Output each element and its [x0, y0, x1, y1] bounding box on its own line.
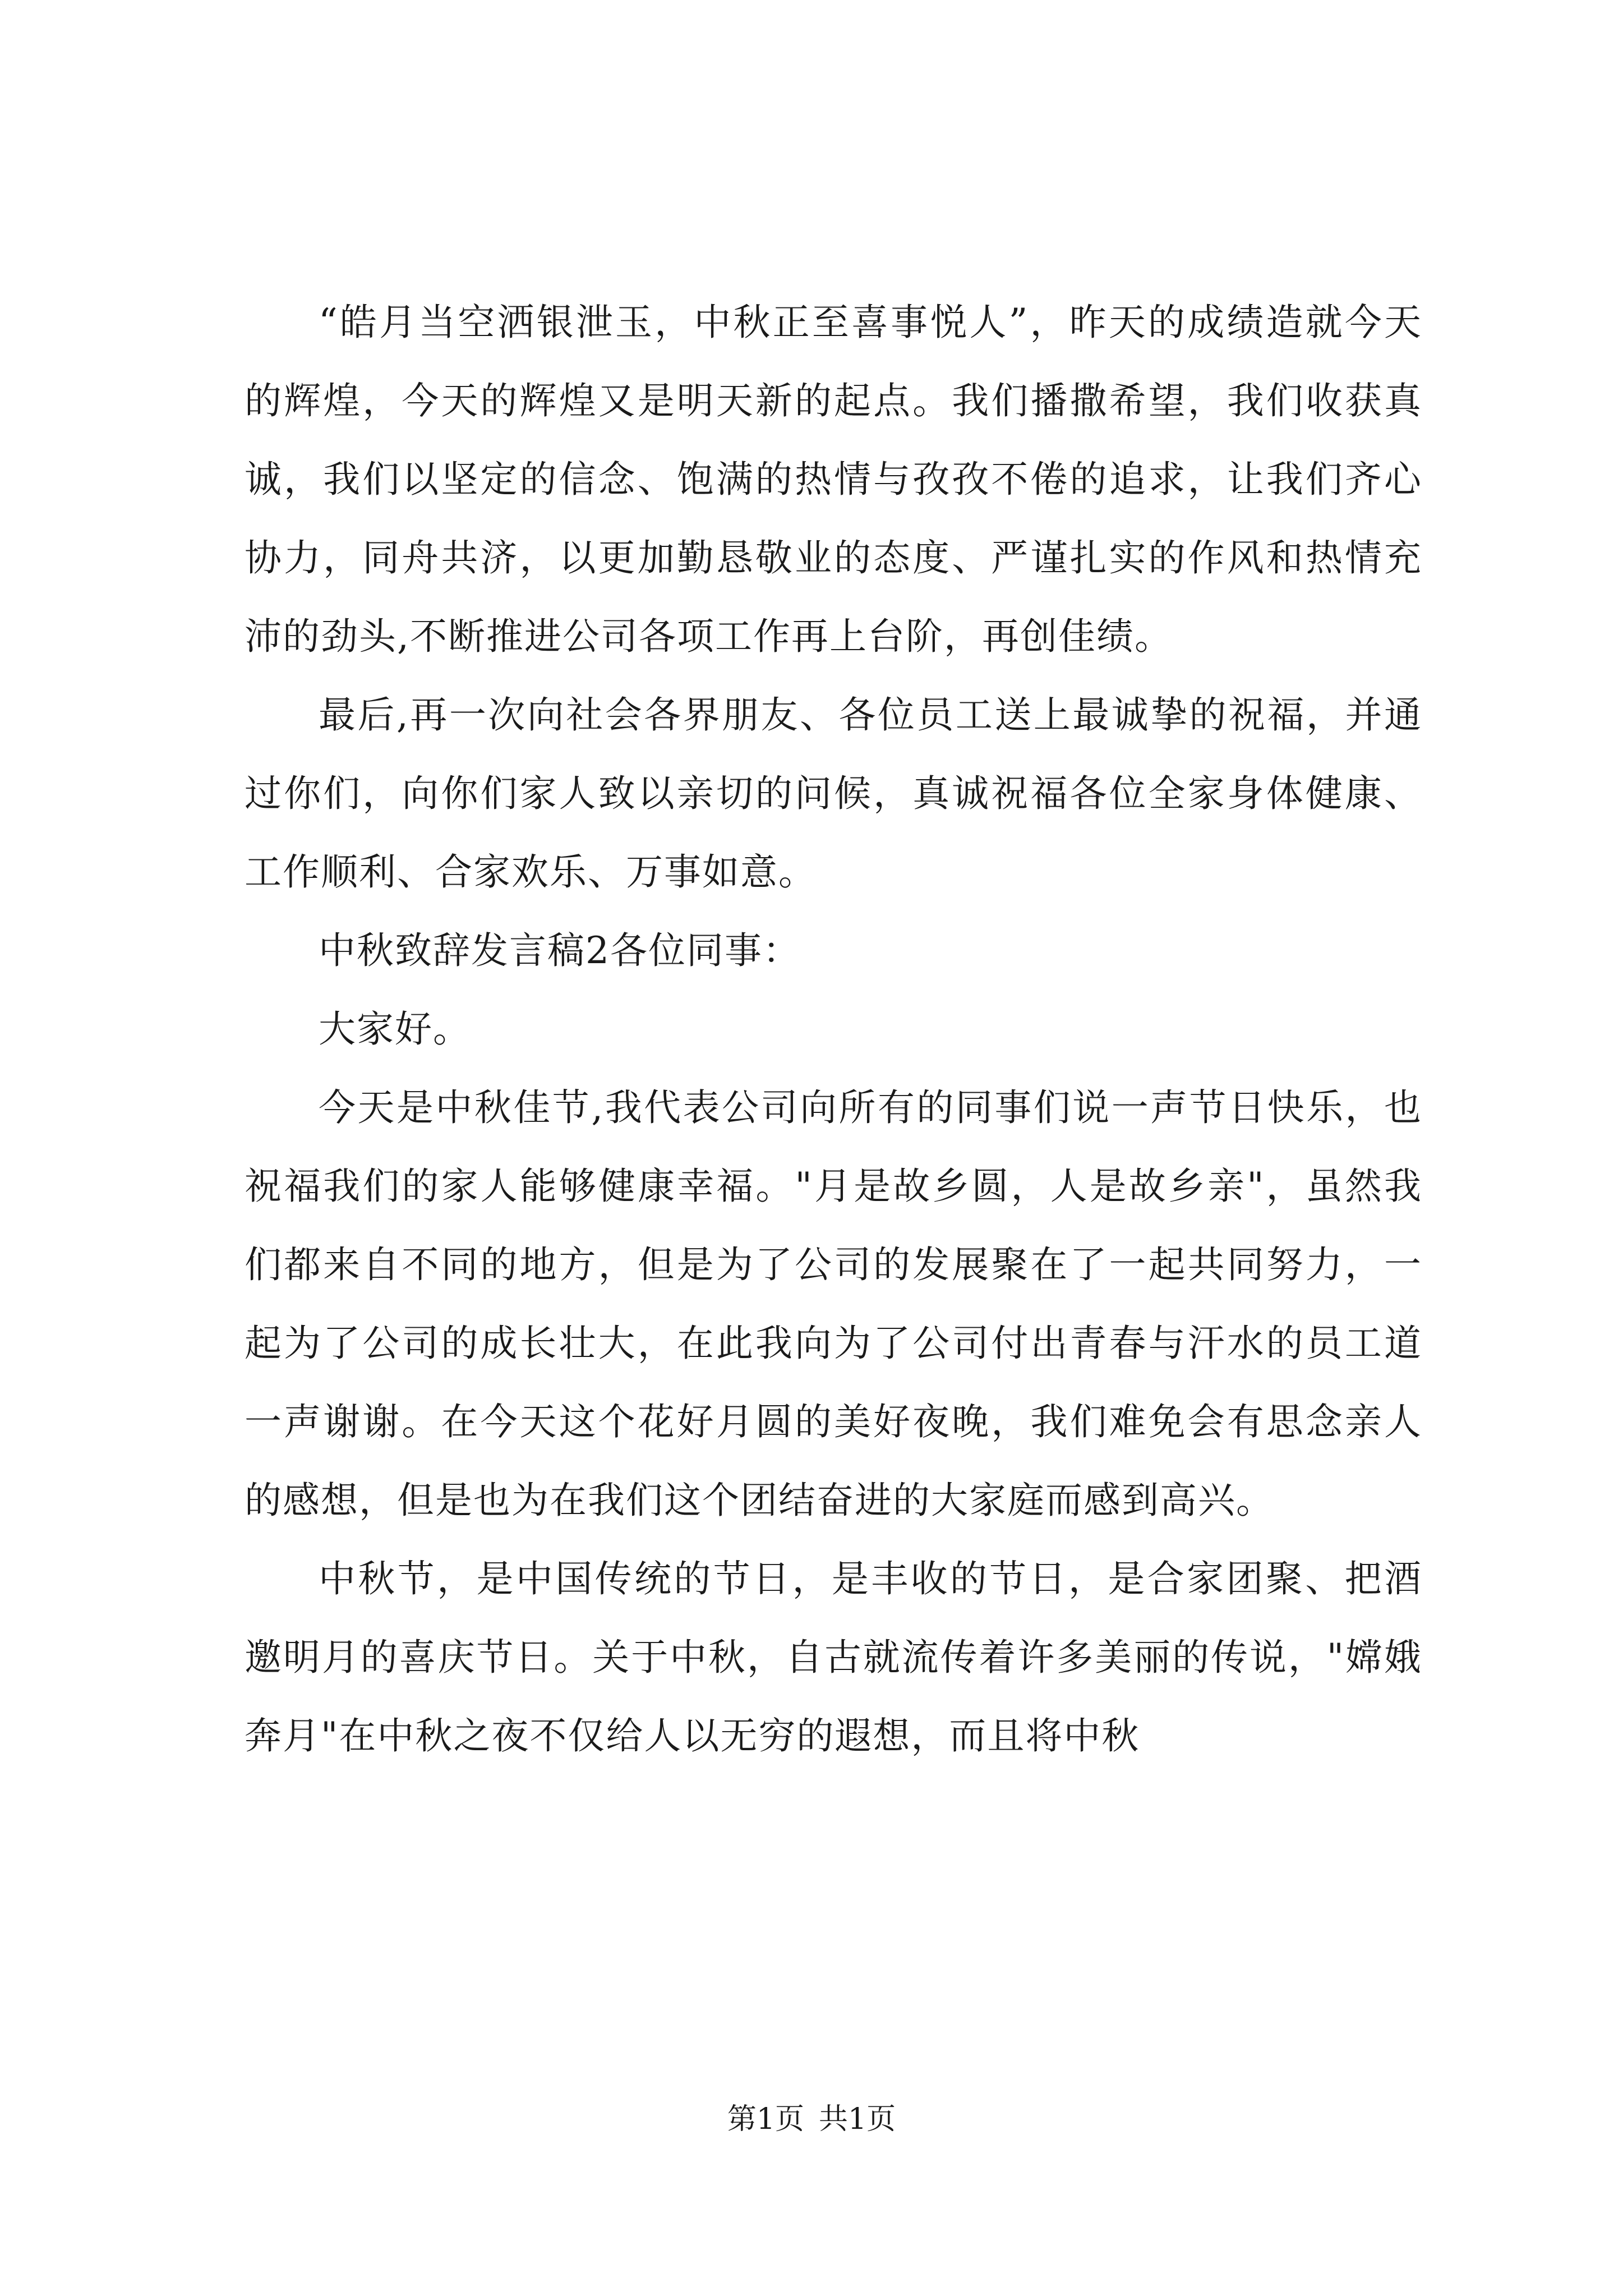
paragraph-3-heading: 中秋致辞发言稿2各位同事： — [319, 929, 801, 972]
paragraph-5: 今天是中秋佳节,我代表公司向所有的同事们说一声节日快乐，也祝福我们的家人能够健康幸福。"月是故乡圆，人是故乡亲"，虽然我们都来自不同的地方，但是为了公司的发展聚在了一起共同努力，一起为了公司的成长壮大，在此我向为了公司付出青春与汗水的员工道一声谢谢。在今天这个花好月圆的美好夜晚，我们难免会有思念亲人的感想，但是也为在我们这个团结奋进的大家庭而感到高兴。 — [245, 1086, 1422, 1522]
paragraph-2: 最后,再一次向社会各界朋友、各位员工送上最诚挚的祝福，并通过你们，向你们家人致以亲切的问候，真诚祝福各位全家身体健康、工作顺利、合家欢乐、万事如意。 — [245, 693, 1422, 894]
page-footer — [0, 2097, 1623, 2142]
page-number: 第1页 — [727, 2102, 804, 2136]
page-total: 共1页 — [819, 2102, 896, 2136]
document-body — [245, 283, 1422, 1775]
paragraph-1: “皓月当空洒银泄玉，中秋正至喜事悦人”，昨天的成绩造就今天的辉煌，今天的辉煌又是明天新的起点。我们播撒希望，我们收获真诚，我们以坚定的信念、饱满的热情与孜孜不倦的追求，让我们齐心协力，同舟共济，以更加勤恳敬业的态度、严谨扎实的作风和热情充沛的劲头,不断推进公司各项工作再上台阶，再创佳绩。 — [245, 301, 1422, 658]
paragraph-6: 中秋节，是中国传统的节日，是丰收的节日，是合家团聚、把酒邀明月的喜庆节日。关于中秋，自古就流传着许多美丽的传说，"嫦娥奔月"在中秋之夜不仅给人以无穷的遐想，而且将中秋 — [245, 1557, 1422, 1757]
paragraph-4-greeting: 大家好。 — [319, 1007, 471, 1051]
